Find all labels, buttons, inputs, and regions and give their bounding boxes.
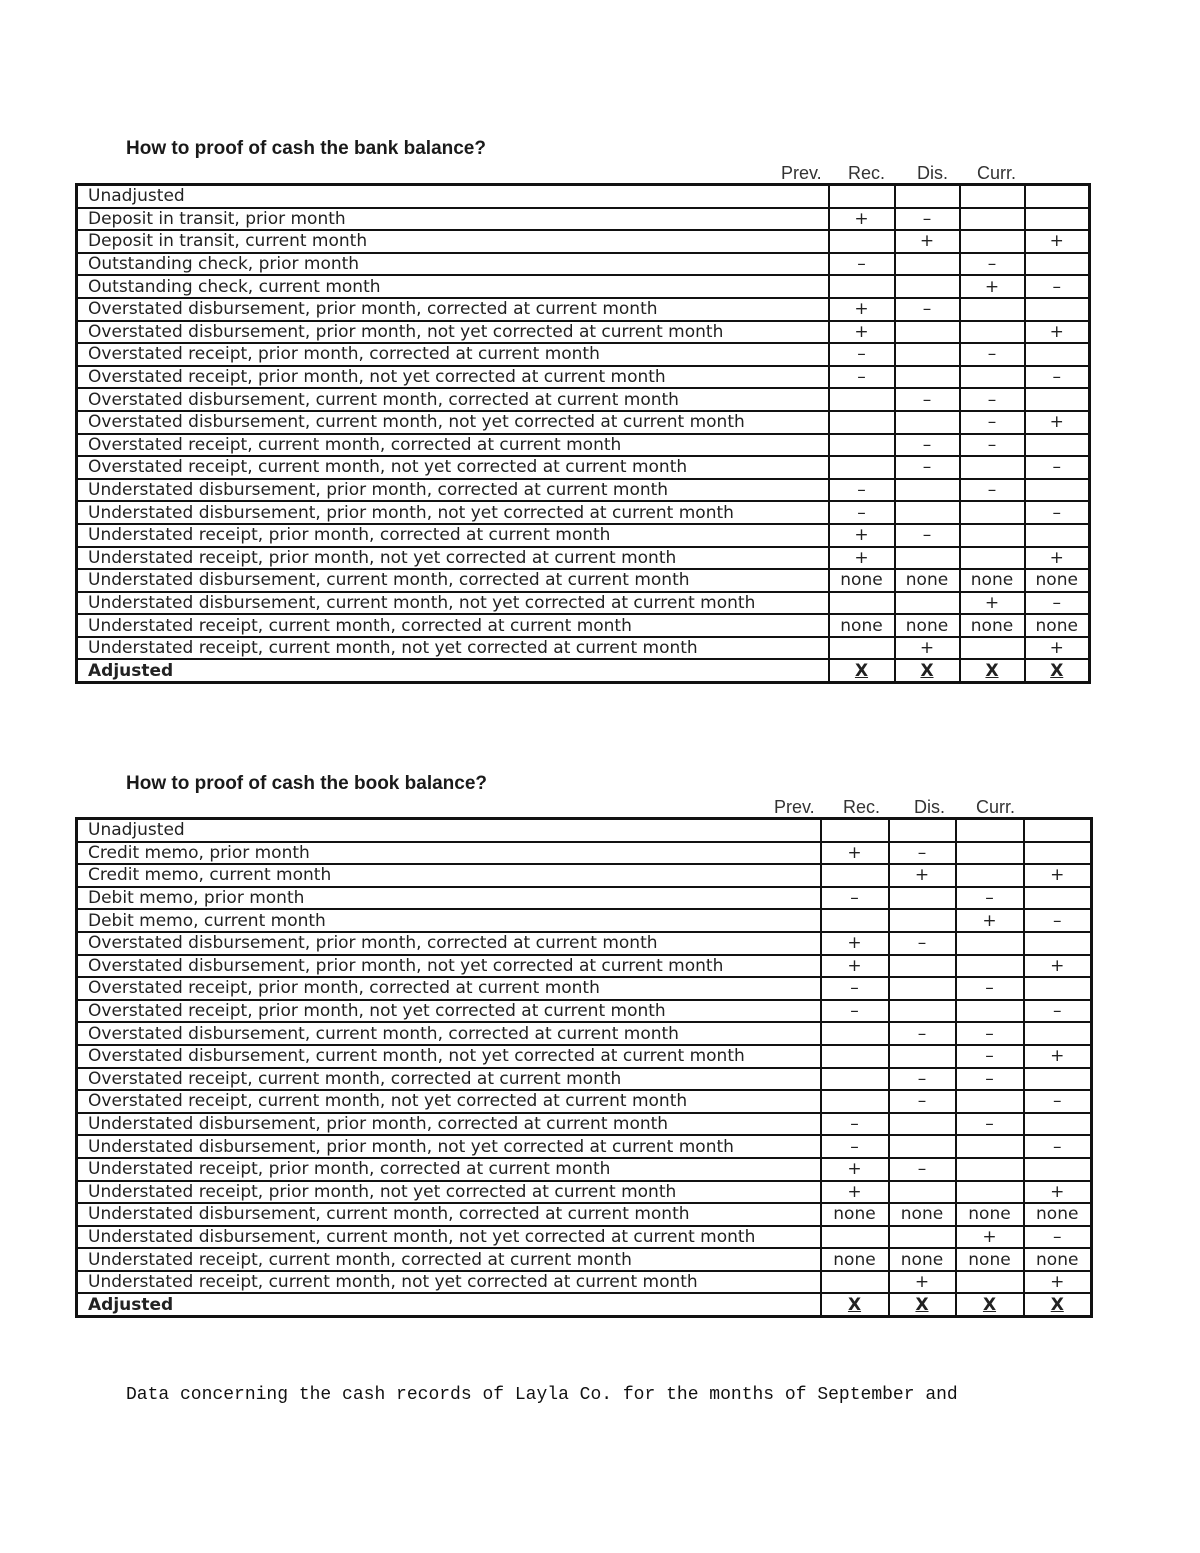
effect-cell: + — [821, 1181, 889, 1204]
row-label: Credit memo, prior month — [77, 842, 821, 865]
row-label: Unadjusted — [77, 819, 821, 842]
effect-cell — [960, 366, 1025, 389]
effect-cell — [889, 887, 956, 910]
effect-cell — [1025, 479, 1090, 502]
effect-cell: + — [829, 321, 895, 344]
effect-cell: – — [956, 1045, 1024, 1068]
row-label: Understated disbursement, prior month, not yet corrected at current month — [77, 1135, 821, 1158]
effect-cell: + — [889, 864, 956, 887]
effect-cell: – — [1025, 366, 1090, 389]
effect-cell — [821, 1022, 889, 1045]
table-row — [77, 955, 1092, 978]
effect-cell: none — [960, 569, 1025, 592]
effect-cell: none — [1025, 569, 1090, 592]
effect-cell: + — [1025, 637, 1090, 660]
effect-cell — [960, 298, 1025, 321]
effect-cell: – — [889, 842, 956, 865]
effect-cell: – — [956, 977, 1024, 1000]
effect-cell: + — [821, 955, 889, 978]
row-label: Outstanding check, current month — [77, 275, 829, 298]
table-row — [77, 887, 1092, 910]
effect-cell — [956, 819, 1024, 842]
effect-cell — [821, 819, 889, 842]
effect-cell — [821, 1045, 889, 1068]
effect-cell — [821, 864, 889, 887]
table-row — [77, 253, 1090, 276]
effect-cell — [895, 321, 960, 344]
effect-cell — [1024, 1022, 1092, 1045]
effect-cell — [889, 955, 956, 978]
row-label: Overstated receipt, prior month, not yet corrected at current month — [77, 1000, 821, 1023]
effect-cell — [956, 864, 1024, 887]
effect-cell — [960, 637, 1025, 660]
effect-cell: – — [829, 253, 895, 276]
table-row — [77, 1090, 1092, 1113]
effect-cell — [960, 501, 1025, 524]
effect-cell: – — [821, 1113, 889, 1136]
effect-cell — [1024, 932, 1092, 955]
effect-cell: – — [829, 366, 895, 389]
effect-cell: + — [1025, 230, 1090, 253]
effect-cell: – — [1025, 501, 1090, 524]
table-row — [77, 1158, 1092, 1181]
effect-cell: – — [960, 434, 1025, 457]
table-row — [77, 1293, 1092, 1316]
row-label: Overstated receipt, current month, not yet corrected at current month — [77, 1090, 821, 1113]
row-label: Overstated receipt, prior month, not yet corrected at current month — [77, 366, 829, 389]
row-label: Understated disbursement, prior month, corrected at current month — [77, 479, 829, 502]
effect-cell — [1025, 343, 1090, 366]
effect-cell — [821, 1271, 889, 1294]
effect-cell: – — [1025, 592, 1090, 615]
effect-cell: – — [956, 1068, 1024, 1091]
effect-cell: + — [1024, 955, 1092, 978]
effect-cell — [889, 1226, 956, 1249]
effect-cell: + — [1024, 1045, 1092, 1068]
effect-cell — [821, 1090, 889, 1113]
effect-cell — [889, 1045, 956, 1068]
effect-cell: + — [829, 298, 895, 321]
effect-cell — [889, 977, 956, 1000]
effect-cell — [821, 1068, 889, 1091]
table-row — [77, 479, 1090, 502]
effect-cell: X — [956, 1293, 1024, 1316]
effect-cell: – — [956, 887, 1024, 910]
effect-cell — [895, 479, 960, 502]
effect-cell — [1024, 1158, 1092, 1181]
table-row — [77, 434, 1090, 457]
effect-cell: none — [956, 1203, 1024, 1226]
effect-cell: – — [821, 977, 889, 1000]
table-row — [77, 343, 1090, 366]
effect-cell — [829, 434, 895, 457]
effect-cell — [956, 1158, 1024, 1181]
effect-cell: – — [889, 1022, 956, 1045]
effect-cell: – — [821, 887, 889, 910]
table-row — [77, 592, 1090, 615]
effect-cell: + — [960, 275, 1025, 298]
effect-cell — [895, 411, 960, 434]
header-rec: Rec. — [843, 797, 881, 817]
effect-cell: – — [895, 524, 960, 547]
table-row — [77, 1203, 1092, 1226]
row-label: Overstated disbursement, prior month, not yet corrected at current month — [77, 321, 829, 344]
table-row — [77, 909, 1092, 932]
table-row — [77, 1181, 1092, 1204]
effect-cell: – — [829, 343, 895, 366]
row-label: Understated receipt, prior month, not yet corrected at current month — [77, 1181, 821, 1204]
table-row — [77, 1045, 1092, 1068]
table-row — [77, 275, 1090, 298]
table-row — [77, 1226, 1092, 1249]
effect-cell: X — [829, 659, 895, 682]
effect-cell: + — [1025, 547, 1090, 570]
effect-cell: – — [1025, 456, 1090, 479]
effect-cell: + — [1025, 411, 1090, 434]
effect-cell: X — [1024, 1293, 1092, 1316]
effect-cell — [895, 501, 960, 524]
effect-cell: none — [829, 614, 895, 637]
row-label: Understated receipt, current month, not yet corrected at current month — [77, 637, 829, 660]
effect-cell — [889, 1000, 956, 1023]
effect-cell — [956, 1135, 1024, 1158]
bank-balance-table — [75, 183, 1091, 684]
footer-text: Data concerning the cash records of Layla Co. for the months of September and — [126, 1385, 958, 1405]
effect-cell: + — [821, 932, 889, 955]
effect-cell: X — [821, 1293, 889, 1316]
table-row — [77, 501, 1090, 524]
table-row — [77, 208, 1090, 231]
effect-cell — [895, 253, 960, 276]
row-label: Overstated disbursement, current month, not yet corrected at current month — [77, 411, 829, 434]
row-label: Debit memo, current month — [77, 909, 821, 932]
effect-cell: + — [829, 208, 895, 231]
effect-cell — [1024, 1068, 1092, 1091]
effect-cell — [889, 819, 956, 842]
effect-cell: – — [1024, 1000, 1092, 1023]
effect-cell — [889, 1135, 956, 1158]
row-label: Understated receipt, prior month, corrected at current month — [77, 1158, 821, 1181]
row-label: Overstated disbursement, prior month, corrected at current month — [77, 298, 829, 321]
book-balance-table — [75, 817, 1093, 1318]
effect-cell: – — [821, 1000, 889, 1023]
effect-cell — [960, 208, 1025, 231]
row-label: Overstated disbursement, prior month, corrected at current month — [77, 932, 821, 955]
effect-cell — [956, 1271, 1024, 1294]
row-label: Unadjusted — [77, 185, 829, 208]
header-curr: Curr. — [976, 797, 1016, 817]
effect-cell: + — [889, 1271, 956, 1294]
effect-cell — [895, 275, 960, 298]
row-label: Overstated receipt, prior month, corrected at current month — [77, 343, 829, 366]
header-rec: Rec. — [848, 163, 886, 183]
effect-cell: + — [960, 592, 1025, 615]
effect-cell: – — [1024, 1135, 1092, 1158]
effect-cell — [960, 456, 1025, 479]
table-row — [77, 185, 1090, 208]
table-row — [77, 932, 1092, 955]
header-dis: Dis. — [917, 163, 948, 183]
effect-cell: none — [821, 1203, 889, 1226]
table-row — [77, 659, 1090, 682]
effect-cell: + — [956, 1226, 1024, 1249]
effect-cell — [889, 1181, 956, 1204]
effect-cell: – — [1025, 275, 1090, 298]
row-label: Overstated disbursement, prior month, not yet corrected at current month — [77, 955, 821, 978]
table-row — [77, 1248, 1092, 1271]
effect-cell: – — [895, 456, 960, 479]
effect-cell: none — [1024, 1248, 1092, 1271]
table-row — [77, 819, 1092, 842]
effect-cell: – — [1024, 909, 1092, 932]
effect-cell — [829, 456, 895, 479]
effect-cell — [960, 321, 1025, 344]
effect-cell: + — [829, 547, 895, 570]
table-row — [77, 1000, 1092, 1023]
effect-cell: – — [889, 1068, 956, 1091]
effect-cell: none — [960, 614, 1025, 637]
row-label: Understated disbursement, current month, not yet corrected at current month — [77, 1226, 821, 1249]
effect-cell: – — [960, 253, 1025, 276]
table-row — [77, 524, 1090, 547]
effect-cell — [829, 388, 895, 411]
effect-cell — [821, 909, 889, 932]
effect-cell — [1024, 1113, 1092, 1136]
table-row — [77, 411, 1090, 434]
book-section-title: How to proof of cash the book balance? — [126, 773, 488, 794]
effect-cell: none — [956, 1248, 1024, 1271]
effect-cell: + — [895, 230, 960, 253]
row-label: Deposit in transit, prior month — [77, 208, 829, 231]
row-label: Overstated receipt, current month, corrected at current month — [77, 1068, 821, 1091]
effect-cell — [956, 955, 1024, 978]
table-row — [77, 298, 1090, 321]
effect-cell: – — [960, 411, 1025, 434]
effect-cell — [829, 592, 895, 615]
effect-cell: X — [895, 659, 960, 682]
table-row — [77, 366, 1090, 389]
effect-cell: – — [889, 1158, 956, 1181]
book-column-headers — [0, 797, 1200, 817]
effect-cell: – — [889, 1090, 956, 1113]
effect-cell — [821, 1226, 889, 1249]
effect-cell — [1025, 185, 1090, 208]
effect-cell: – — [829, 479, 895, 502]
header-prev: Prev. — [781, 163, 822, 183]
table-row — [77, 1022, 1092, 1045]
effect-cell — [1025, 298, 1090, 321]
effect-cell: none — [889, 1248, 956, 1271]
effect-cell — [829, 637, 895, 660]
effect-cell: + — [829, 524, 895, 547]
row-label: Adjusted — [77, 1293, 821, 1316]
effect-cell: – — [1024, 1090, 1092, 1113]
table-row — [77, 230, 1090, 253]
effect-cell — [895, 185, 960, 208]
header-dis: Dis. — [914, 797, 945, 817]
table-row — [77, 1068, 1092, 1091]
effect-cell: + — [1024, 864, 1092, 887]
table-row — [77, 1271, 1092, 1294]
row-label: Overstated receipt, prior month, corrected at current month — [77, 977, 821, 1000]
row-label: Understated receipt, current month, corrected at current month — [77, 614, 829, 637]
row-label: Understated disbursement, prior month, corrected at current month — [77, 1113, 821, 1136]
effect-cell — [895, 366, 960, 389]
effect-cell: none — [829, 569, 895, 592]
row-label: Adjusted — [77, 659, 829, 682]
effect-cell — [895, 343, 960, 366]
effect-cell — [829, 185, 895, 208]
row-label: Overstated receipt, current month, corrected at current month — [77, 434, 829, 457]
effect-cell: – — [895, 388, 960, 411]
effect-cell: + — [821, 842, 889, 865]
effect-cell — [956, 1090, 1024, 1113]
table-row — [77, 864, 1092, 887]
effect-cell: none — [821, 1248, 889, 1271]
effect-cell: none — [1025, 614, 1090, 637]
row-label: Overstated disbursement, current month, not yet corrected at current month — [77, 1045, 821, 1068]
effect-cell — [1025, 253, 1090, 276]
row-label: Understated receipt, prior month, corrected at current month — [77, 524, 829, 547]
effect-cell — [829, 275, 895, 298]
effect-cell — [895, 547, 960, 570]
row-label: Understated disbursement, current month, corrected at current month — [77, 569, 829, 592]
table-row — [77, 842, 1092, 865]
effect-cell — [889, 1113, 956, 1136]
effect-cell: – — [956, 1113, 1024, 1136]
effect-cell: X — [960, 659, 1025, 682]
effect-cell — [1025, 388, 1090, 411]
row-label: Understated disbursement, prior month, not yet corrected at current month — [77, 501, 829, 524]
effect-cell — [1025, 208, 1090, 231]
row-label: Overstated disbursement, current month, corrected at current month — [77, 388, 829, 411]
effect-cell — [956, 842, 1024, 865]
effect-cell: – — [829, 501, 895, 524]
row-label: Overstated disbursement, current month, corrected at current month — [77, 1022, 821, 1045]
effect-cell — [1024, 842, 1092, 865]
row-label: Understated disbursement, current month, corrected at current month — [77, 1203, 821, 1226]
effect-cell — [956, 1181, 1024, 1204]
effect-cell: + — [895, 637, 960, 660]
effect-cell — [956, 932, 1024, 955]
effect-cell: – — [1024, 1226, 1092, 1249]
effect-cell — [960, 524, 1025, 547]
effect-cell — [889, 909, 956, 932]
effect-cell — [1024, 887, 1092, 910]
table-row — [77, 456, 1090, 479]
effect-cell — [960, 547, 1025, 570]
table-row — [77, 1113, 1092, 1136]
effect-cell — [1025, 524, 1090, 547]
row-label: Deposit in transit, current month — [77, 230, 829, 253]
effect-cell: – — [889, 932, 956, 955]
row-label: Debit memo, prior month — [77, 887, 821, 910]
row-label: Credit memo, current month — [77, 864, 821, 887]
effect-cell: – — [960, 479, 1025, 502]
bank-balance-rows — [77, 185, 1090, 683]
effect-cell: – — [956, 1022, 1024, 1045]
effect-cell: – — [895, 434, 960, 457]
effect-cell: – — [960, 388, 1025, 411]
effect-cell: none — [895, 614, 960, 637]
effect-cell — [829, 230, 895, 253]
table-row — [77, 388, 1090, 411]
header-prev: Prev. — [774, 797, 815, 817]
table-row — [77, 977, 1092, 1000]
effect-cell: + — [821, 1158, 889, 1181]
table-row — [77, 1135, 1092, 1158]
effect-cell: + — [1025, 321, 1090, 344]
bank-column-headers — [0, 163, 1200, 183]
row-label: Understated disbursement, current month, not yet corrected at current month — [77, 592, 829, 615]
effect-cell: – — [960, 343, 1025, 366]
effect-cell — [829, 411, 895, 434]
effect-cell: none — [1024, 1203, 1092, 1226]
table-row — [77, 547, 1090, 570]
effect-cell — [895, 592, 960, 615]
effect-cell — [956, 1000, 1024, 1023]
effect-cell — [1024, 819, 1092, 842]
effect-cell — [960, 185, 1025, 208]
row-label: Understated receipt, current month, corrected at current month — [77, 1248, 821, 1271]
row-label: Understated receipt, prior month, not yet corrected at current month — [77, 547, 829, 570]
table-row — [77, 637, 1090, 660]
table-row — [77, 569, 1090, 592]
effect-cell — [1024, 977, 1092, 1000]
effect-cell: + — [1024, 1181, 1092, 1204]
table-row — [77, 321, 1090, 344]
row-label: Outstanding check, prior month — [77, 253, 829, 276]
row-label: Overstated receipt, current month, not yet corrected at current month — [77, 456, 829, 479]
row-label: Understated receipt, current month, not yet corrected at current month — [77, 1271, 821, 1294]
effect-cell: – — [895, 298, 960, 321]
effect-cell: X — [1025, 659, 1090, 682]
table-row — [77, 614, 1090, 637]
effect-cell: + — [956, 909, 1024, 932]
effect-cell: – — [895, 208, 960, 231]
header-curr: Curr. — [977, 163, 1017, 183]
effect-cell: X — [889, 1293, 956, 1316]
effect-cell — [960, 230, 1025, 253]
effect-cell: none — [889, 1203, 956, 1226]
effect-cell: – — [821, 1135, 889, 1158]
bank-section-title: How to proof of cash the bank balance? — [126, 138, 486, 159]
effect-cell — [1025, 434, 1090, 457]
effect-cell: none — [895, 569, 960, 592]
effect-cell: + — [1024, 1271, 1092, 1294]
book-balance-rows — [77, 819, 1092, 1317]
